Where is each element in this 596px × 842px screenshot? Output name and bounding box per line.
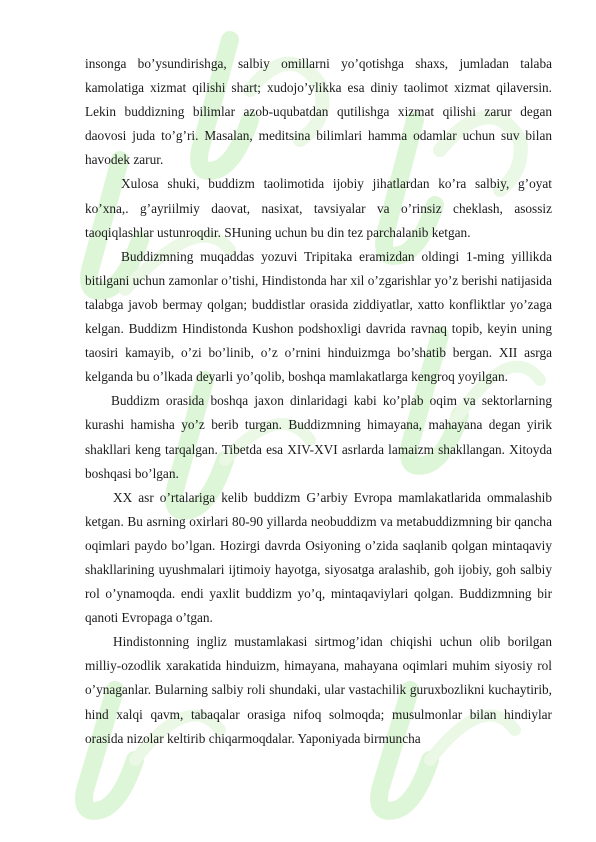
document-page bbox=[85, 52, 552, 751]
paragraph: XX asr o’rtalariga kelib buddizm G’arbiy Evropa mamlakatlarida ommalashib ketgan. Bu asrning oxirlari 80-90 yillarda neobuddizm va metabuddizmning bir qancha oqimlari paydo bo’lgan. Hozirgi davrda Osiyoning o’zida saqlanib qolgan mintaqaviy shakllarining uyushmalari ijtimoiy hayotga, siyosatga aralashib, goh ijobiy, goh salbiy rol o’ynamoqda. endi yaxlit buddizm yo’q, mintaqaviylari qolgan. Buddizmning bir qanoti Evropaga o’tgan. bbox=[85, 489, 552, 626]
paragraph: Xulosa shuki, buddizm taolimotida ijobiy jihatlardan ko’ra salbiy, g’oyat ko’xna,. g’ayriilmiy daovat, nasixat, tavsiyalar va o’rinsiz cheklash, asossiz taoqiqlashlar ustunroqdir. SHuning uchun bu din tez parchalanib ketgan. bbox=[85, 176, 552, 240]
paragraph: Hindistonning ingliz mustamlakasi sirtmog’idan chiqishi uchun olib borilgan milliy-ozodlik xarakatida hinduizm, himayana, mahayana oqimlari muhim siyosiy rol o’ynaganlar. Bularning salbiy roli shundaki, ular vastachilik guruxbozlikni kuchaytirib, hind xalqi qavm, tabaqalar orasiga nifoq solmoqda; musulmonlar bilan hindiylar orasida nizolar keltirib chiqarmoqdalar. Yaponiyada birmuncha bbox=[85, 634, 552, 746]
paragraph: insonga bo’ysundirishga, salbiy omillarni yo’qotishga shaxs, jumladan talaba kamolatiga xizmat qilishi shart; xudojo’ylikka esa diniy taolimot xizmat qilaversin. Lekin buddizning bilimlar azob-uqubatdan qutilishga xizmat qilishi zarur degan daovosi juda to’g’ri. Masalan, meditsina bilimlari hamma odamlar uchun suv bilan havodek zarur. bbox=[85, 56, 552, 168]
paragraph: Buddizm orasida boshqa jaxon dinlaridagi kabi ko’plab oqim va sektorlarning kurashi hamisha yo’z berib turgan. Buddizmning himayana, mahayana degan yirik shakllari keng tarqalgan. Tibetda esa XIV-XVI asrlarda lamaizm shakllangan. Xitoyda boshqasi bo’lgan. bbox=[85, 393, 552, 481]
paragraph: Buddizmning muqaddas yozuvi Tripitaka eramizdan oldingi 1-ming yillikda bitilgani uchun zamonlar o’tishi, Hindistonda har xil o’zgarishlar yo’z berishi natijasida talabga javob bermay qolgan; buddistlar orasida ziddiyatlar, xatto konfliktlar yo’zaga kelgan. Buddizm Hindistonda Kushon podshoxligi davrida ravnaq topib, keyin uning taosiri kamayib, o’zi bo’linib, o’z o’rnini hinduizmga bo’shatib bergan. XII asrga kelganda bu o’lkada deyarli yo’qolib, boshqa mamlakatlarga kengroq yoyilgan. bbox=[85, 248, 552, 385]
